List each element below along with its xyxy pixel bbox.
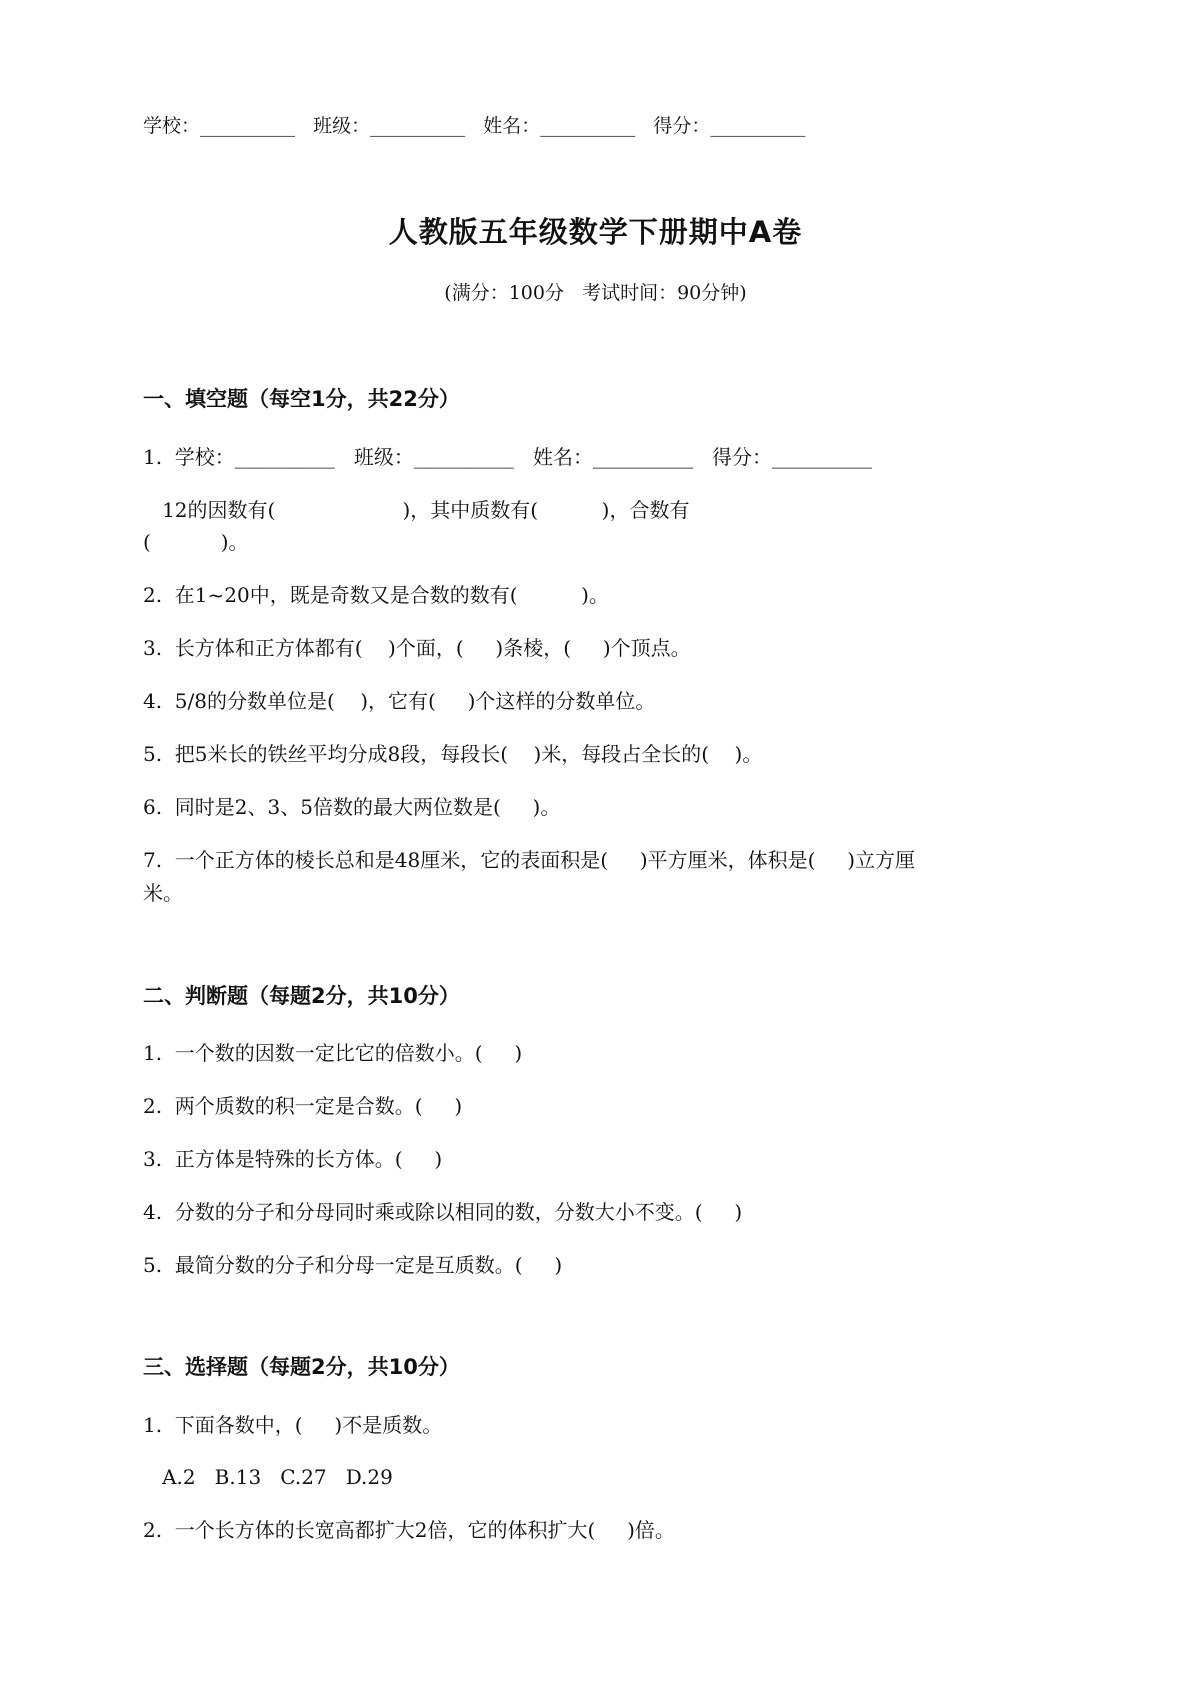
question-line: 12的因数有( )，其中质数有( )，合数有 (143, 498, 690, 522)
section-heading-true-false: 二、判断题（每题2分，共10分） (143, 984, 460, 1008)
page-title: 人教版五年级数学下册期中A卷 (388, 215, 803, 249)
section-heading-fill-in: 一、填空题（每空1分，共22分） (143, 387, 460, 411)
question-line: 2. 两个质数的积一定是合数。( ) (143, 1094, 463, 1118)
question-line: 米。 (143, 881, 183, 905)
question-line: 6. 同时是2、3、5倍数的最大两位数是( )。 (143, 795, 561, 819)
question-line: 1. 下面各数中，( )不是质数。 (143, 1413, 443, 1437)
question-line: 2. 在1~20中，既是奇数又是合数的数有( )。 (143, 583, 609, 607)
question-line: 3. 长方体和正方体都有( )个面，( )条棱，( )个顶点。 (143, 636, 691, 660)
question-line: 7. 一个正方体的棱长总和是48厘米，它的表面积是( )平方厘米，体积是( )立方厘 (143, 848, 916, 872)
question-line: ( )。 (143, 530, 249, 554)
exam-meta: (满分：100分 考试时间：90分钟) (444, 282, 747, 304)
question-line: 4. 5/8的分数单位是( )，它有( )个这样的分数单位。 (143, 689, 656, 713)
choice-options: A.2 B.13 C.27 D.29 (143, 1465, 393, 1489)
question-line: 2. 一个长方体的长宽高都扩大2倍，它的体积扩大( )倍。 (143, 1518, 675, 1542)
question-line: 1. 学校：__________ 班级：__________ 姓名：__________ 得分：__________ (143, 445, 873, 469)
question-line: 3. 正方体是特殊的长方体。( ) (143, 1147, 443, 1171)
question-line: 5. 把5米长的铁丝平均分成8段，每段长( )米，每段占全长的( )。 (143, 742, 763, 766)
question-line: 1. 一个数的因数一定比它的倍数小。( ) (143, 1041, 523, 1065)
section-heading-multiple-choice: 三、选择题（每题2分，共10分） (143, 1355, 460, 1379)
question-line: 5. 最简分数的分子和分母一定是互质数。( ) (143, 1253, 563, 1277)
question-line: 4. 分数的分子和分母同时乘或除以相同的数，分数大小不变。( ) (143, 1200, 743, 1224)
student-info-line: 学校：__________ 班级：__________ 姓名：__________ 得分：__________ (143, 115, 806, 137)
